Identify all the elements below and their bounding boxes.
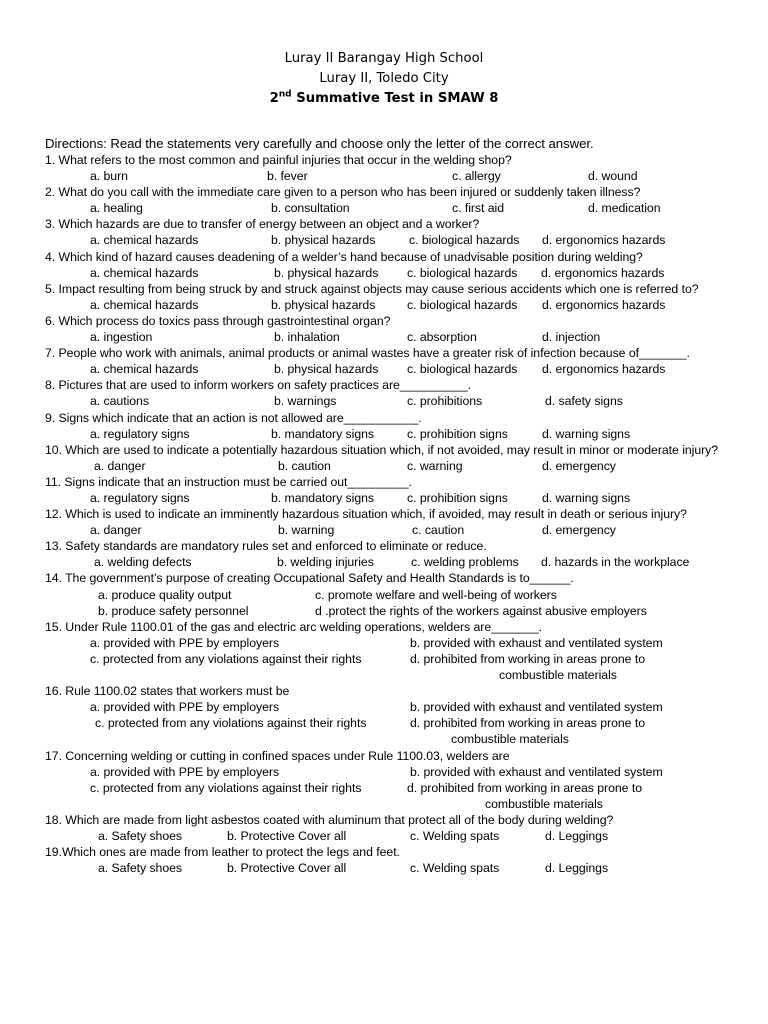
option-c: c. allergy <box>452 169 501 184</box>
school-name: Luray II Barangay High School <box>284 51 484 66</box>
option-d: d. safety signs <box>545 394 623 409</box>
question-12: 12. Which is used to indicate an imminently hazardous situation which, if avoided, may result in death or serious injury? <box>45 507 687 522</box>
option-a: a. Safety shoes <box>98 828 183 843</box>
options-14 <box>45 587 735 619</box>
options-15 <box>45 635 735 683</box>
option-c: c. prohibition signs <box>407 490 508 505</box>
question-17: 17. Concerning welding or cutting in confined spaces under Rule 1100.03, welders are <box>45 748 510 763</box>
options-1 <box>45 168 735 184</box>
option-a: a. chemical hazards <box>90 265 199 280</box>
option-c: c. absorption <box>407 330 477 345</box>
options-2 <box>45 200 735 216</box>
option-a: a. healing <box>90 201 143 216</box>
option-c: c. biological hazards <box>409 233 520 248</box>
option-c: c. prohibition signs <box>407 426 508 441</box>
options-5 <box>45 297 735 313</box>
option-d: d. emergency <box>542 523 616 538</box>
option-a: a. provided with PPE by employers <box>90 635 280 650</box>
option-a: a. regulatory signs <box>90 490 190 505</box>
option-b: b. warnings <box>274 394 337 409</box>
question-19: 19.Which ones are made from leather to protect the legs and feet. <box>45 845 400 860</box>
option-d: d. ergonomics hazards <box>541 265 665 280</box>
option-a: a. chemical hazards <box>90 233 199 248</box>
option-a: a. provided with PPE by employers <box>90 764 280 779</box>
option-d: d. prohibited from working in areas prone to <box>410 716 645 731</box>
option-a: a. produce quality output <box>98 587 232 602</box>
option-c: c. first aid <box>452 201 505 216</box>
options-10 <box>45 458 735 474</box>
options-13 <box>45 554 735 570</box>
question-8: 8. Pictures that are used to inform workers on safety practices are__________. <box>45 378 472 393</box>
option-d: d. ergonomics hazards <box>542 233 666 248</box>
question-2: 2. What do you call with the immediate care given to a person who has been injured or suddenly taken illness? <box>45 185 641 200</box>
option-b: b. fever <box>267 169 308 184</box>
option-a: a. burn <box>90 169 128 184</box>
options-4 <box>45 265 735 281</box>
options-17 <box>45 764 735 812</box>
option-c: c. protected from any violations against their rights <box>90 780 362 795</box>
options-19 <box>45 860 735 876</box>
option-b: b. physical hazards <box>274 265 379 280</box>
question-15: 15. Under Rule 1100.01 of the gas and electric arc welding operations, welders are_______. <box>45 619 543 634</box>
option-c: c. Welding spats <box>410 861 500 876</box>
question-5: 5. Impact resulting from being struck by and struck against objects may cause serious accidents which one is referred to? <box>45 281 699 296</box>
option-b: b. physical hazards <box>274 362 379 377</box>
question-7: 7. People who work with animals, animal products or animal wastes have a greater risk of infection because of_______. <box>45 346 690 361</box>
option-b: b. provided with exhaust and ventilated system <box>410 700 663 715</box>
question-11: 11. Signs indicate that an instruction must be carried out_________. <box>45 474 412 489</box>
option-b: b. physical hazards <box>271 233 376 248</box>
option-a: a. danger <box>94 458 146 473</box>
options-12 <box>45 522 735 538</box>
document-header <box>0 49 768 109</box>
option-d: d. emergency <box>542 458 616 473</box>
option-c: c. biological hazards <box>407 265 518 280</box>
option-b: b. produce safety personnel <box>98 603 249 618</box>
directions: Directions: Read the statements very carefully and choose only the letter of the correct answer. <box>45 136 594 151</box>
option-c: c. protected from any violations against their rights <box>90 651 362 666</box>
option-c: c. Welding spats <box>410 828 500 843</box>
option-d: d. wound <box>588 169 638 184</box>
question-18: 18. Which are made from light asbestos coated with aluminum that protect all of the body during welding? <box>45 812 614 827</box>
question-14: 14. The government’s purpose of creating Occupational Safety and Health Standards is to______. <box>45 571 574 586</box>
question-9: 9. Signs which indicate that an action is not allowed are___________. <box>45 410 422 425</box>
option-d: d. prohibited from working in areas prone to <box>407 780 642 795</box>
option-a: a. danger <box>90 523 142 538</box>
option-d: d. ergonomics hazards <box>542 362 666 377</box>
option-b: b. consultation <box>271 201 350 216</box>
option-b: b. inhalation <box>274 330 340 345</box>
option-d: d. Leggings <box>545 828 609 843</box>
option-c: c. warning <box>407 458 463 473</box>
options-7 <box>45 361 735 377</box>
option-c: c. protected from any violations against their rights <box>95 716 367 731</box>
option-d: d. injection <box>542 330 601 345</box>
option-d-continued: combustible materials <box>451 732 569 747</box>
option-b: b. provided with exhaust and ventilated system <box>410 635 663 650</box>
option-b: b. provided with exhaust and ventilated system <box>410 764 663 779</box>
option-d: d .protect the rights of the workers against abusive employers <box>315 603 647 618</box>
option-b: b. welding injuries <box>277 555 374 570</box>
option-b: b. Protective Cover all <box>227 828 347 843</box>
option-c: c. biological hazards <box>407 362 518 377</box>
question-1: 1. What refers to the most common and painful injuries that occur in the welding shop? <box>45 153 512 167</box>
option-b: b. mandatory signs <box>271 490 374 505</box>
option-d: d. prohibited from working in areas prone to <box>410 651 645 666</box>
option-a: a. provided with PPE by employers <box>90 700 280 715</box>
option-d: d. warning signs <box>542 490 631 505</box>
options-8 <box>45 393 735 409</box>
options-9 <box>45 426 735 442</box>
test-content <box>45 135 735 876</box>
option-b: b. caution <box>278 458 331 473</box>
option-d: d. ergonomics hazards <box>542 297 666 312</box>
option-a: a. cautions <box>90 394 149 409</box>
option-b: b. warning <box>278 523 335 538</box>
option-b: b. mandatory signs <box>271 426 374 441</box>
question-13: 13. Safety standards are mandatory rules set and enforced to eliminate or reduce. <box>45 539 487 554</box>
school-address: Luray II, Toledo City <box>319 71 449 86</box>
question-6: 6. Which process do toxics pass through gastrointestinal organ? <box>45 313 391 328</box>
options-6 <box>45 329 735 345</box>
option-d: d. warning signs <box>542 426 631 441</box>
option-a: a. regulatory signs <box>90 426 190 441</box>
question-4: 4. Which kind of hazard causes deadening of a welder’s hand because of unadvisable position during welding? <box>45 249 643 264</box>
test-title: 2nd Summative Test in SMAW 8 <box>269 89 499 106</box>
option-c: c. welding problems <box>411 555 519 570</box>
option-c: c. prohibitions <box>407 394 483 409</box>
option-c: c. caution <box>412 523 465 538</box>
question-3: 3. Which hazards are due to transfer of energy between an object and a worker? <box>45 217 480 232</box>
option-a: a. ingestion <box>90 330 153 345</box>
option-d-continued: combustible materials <box>499 668 617 682</box>
options-16 <box>45 699 735 747</box>
option-d: d. medication <box>588 201 661 216</box>
options-11 <box>45 490 735 506</box>
option-b: b. physical hazards <box>271 297 376 312</box>
option-b: b. Protective Cover all <box>227 861 347 876</box>
option-c: c. promote welfare and well-being of workers <box>315 587 557 602</box>
question-16: 16. Rule 1100.02 states that workers must be <box>45 684 290 699</box>
question-10: 10. Which are used to indicate a potentially hazardous situation which, if not avoided, may result in minor or moderate injury? <box>45 442 719 457</box>
option-c: c. biological hazards <box>407 297 518 312</box>
option-a: a. welding defects <box>94 555 192 570</box>
options-3 <box>45 232 735 248</box>
option-a: a. chemical hazards <box>90 362 199 377</box>
option-d-continued: combustible materials <box>485 796 603 811</box>
option-a: a. chemical hazards <box>90 297 199 312</box>
option-a: a. Safety shoes <box>98 861 183 876</box>
options-18 <box>45 828 735 844</box>
option-d: d. hazards in the workplace <box>541 555 690 570</box>
option-d: d. Leggings <box>545 861 609 876</box>
